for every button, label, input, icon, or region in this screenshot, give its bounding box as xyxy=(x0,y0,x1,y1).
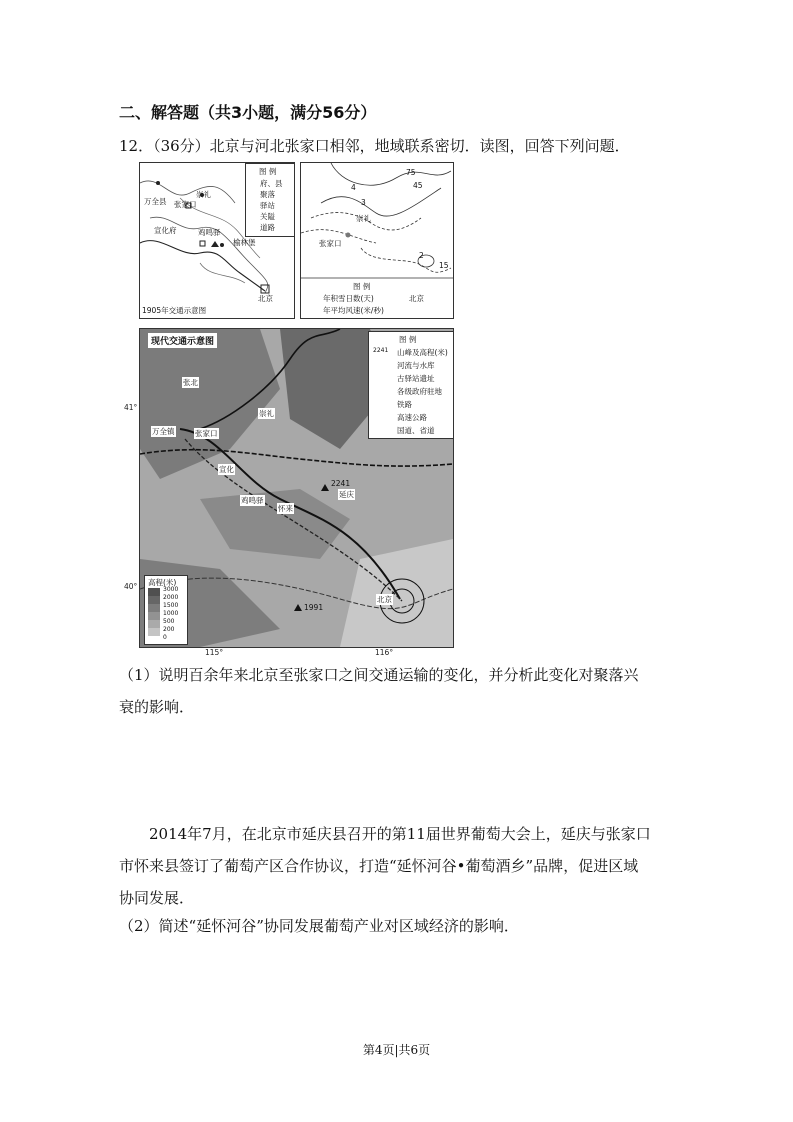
sub-question-1-line: 衰的影响． xyxy=(119,698,195,716)
place-label: 张北 xyxy=(183,378,198,387)
elevation-level: 200 xyxy=(163,626,175,633)
elevation-level: 0 xyxy=(163,634,167,641)
place-label: 崇礼 xyxy=(196,190,211,199)
place-label: 崇礼 xyxy=(356,214,371,223)
legend-item: 古驿站遗址 xyxy=(397,374,435,383)
place-label: 鸡鸣驿 xyxy=(241,496,264,505)
lon-tick: 115° xyxy=(205,648,224,657)
legend-title: 图 例 xyxy=(353,282,371,291)
section-title: 二、解答题（共3小题，满分56分） xyxy=(119,103,377,122)
legend-item: 国道、省道 xyxy=(397,426,435,435)
peak-label: 1991 xyxy=(304,603,324,612)
place-label: 北京 xyxy=(258,294,273,303)
legend-item: 关隘 xyxy=(260,212,275,221)
legend-title: 图 例 xyxy=(259,167,277,176)
legend-item: 北京 xyxy=(409,294,424,303)
context-line: 协同发展． xyxy=(119,889,195,907)
map-modern-transport xyxy=(139,328,454,648)
legend-item: 山峰及高程(米) xyxy=(397,348,448,357)
legend-title: 图 例 xyxy=(399,335,417,344)
sub-question-2: （2）简述“延怀河谷”协同发展葡萄产业对区域经济的影响． xyxy=(119,917,519,935)
sub-question-1-line: （1）说明百余年来北京至张家口之间交通运输的变化，并分析此变化对聚落兴 xyxy=(119,666,639,684)
elevation-legend xyxy=(144,575,188,645)
elevation-level: 500 xyxy=(163,618,175,625)
elevation-legend-title: 高程(米) xyxy=(148,578,177,587)
place-label: 万全镇 xyxy=(152,427,175,436)
context-line: 2014年7月，在北京市延庆县召开的第11届世界葡萄大会上，延庆与张家口 xyxy=(149,825,651,843)
legend-item: 年平均风速(米/秒) xyxy=(323,306,384,315)
isoline-label: 2 xyxy=(419,251,424,260)
isoline-label: 15 xyxy=(439,261,449,270)
lat-tick: 40° xyxy=(124,582,138,591)
context-paragraph xyxy=(119,818,679,914)
lat-tick: 41° xyxy=(124,403,138,412)
legend-item: 河流与水库 xyxy=(397,361,435,370)
sub-question-1 xyxy=(119,659,679,723)
place-label: 鸡鸣驿 xyxy=(198,228,221,237)
place-label: 张家口 xyxy=(174,200,197,209)
elevation-level: 3000 xyxy=(163,586,179,593)
isoline-label: 75 xyxy=(406,168,416,177)
isoline-label: 45 xyxy=(413,181,423,190)
legend-item: 驿站 xyxy=(260,201,275,210)
place-label: 宣化 xyxy=(219,465,234,474)
legend-item: 各级政府驻地 xyxy=(397,387,442,396)
map-climate xyxy=(300,162,454,319)
elevation-level: 1000 xyxy=(163,610,179,617)
place-label: 北京 xyxy=(377,595,392,604)
legend-item: 年积雪日数(天) xyxy=(323,294,374,303)
place-label: 万全县 xyxy=(144,197,167,206)
map-title: 现代交通示意图 xyxy=(148,333,217,348)
page-footer: 第4页|共6页 xyxy=(362,1043,431,1057)
place-label: 宣化府 xyxy=(154,226,177,235)
legend-item: 铁路 xyxy=(397,400,412,409)
legend-item: 府、县 xyxy=(260,179,283,188)
place-label: 延庆 xyxy=(339,490,354,499)
context-line: 市怀来县签订了葡萄产区合作协议，打造“延怀河谷•葡萄酒乡”品牌，促进区域 xyxy=(119,857,639,875)
elevation-level: 2000 xyxy=(163,594,179,601)
legend-item: 聚落 xyxy=(260,190,275,199)
place-label: 怀来 xyxy=(278,504,293,513)
map-1905-legend xyxy=(245,163,295,237)
peak-label: 2241 xyxy=(331,479,351,488)
legend-peak-sample: 2241 xyxy=(373,347,389,354)
elevation-level: 1500 xyxy=(163,602,179,609)
isoline-label: 3 xyxy=(361,198,366,207)
question-12-intro: 12．（36分）北京与河北张家口相邻，地域联系密切．读图，回答下列问题． xyxy=(119,137,630,155)
legend-item: 道路 xyxy=(260,223,275,232)
place-label: 崇礼 xyxy=(259,409,274,418)
map-title: 1905年交通示意图 xyxy=(142,306,207,315)
place-label: 张家口 xyxy=(319,239,342,248)
legend-item: 高速公路 xyxy=(397,413,427,422)
map-1905-transport xyxy=(139,162,295,319)
map-modern-legend xyxy=(368,331,454,439)
lon-tick: 116° xyxy=(375,648,394,657)
place-label: 榆林堡 xyxy=(233,238,256,247)
place-label: 张家口 xyxy=(195,429,218,438)
isoline-label: 4 xyxy=(351,183,356,192)
